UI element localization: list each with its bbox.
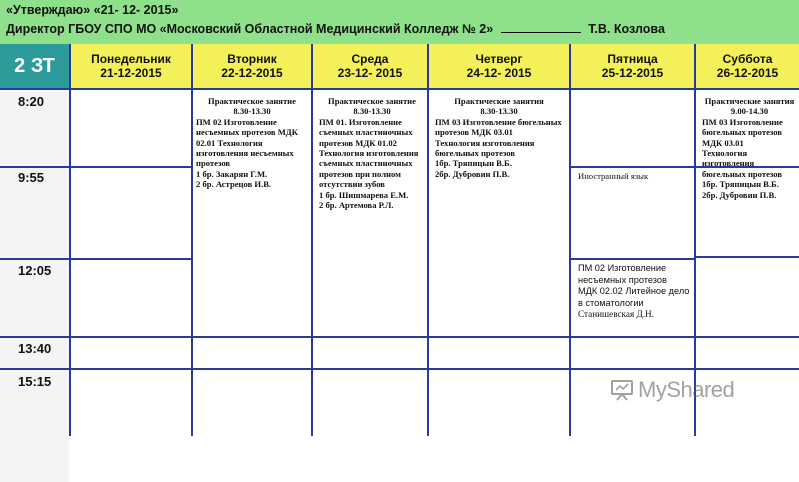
day-date: 26-12-2015 xyxy=(716,66,779,80)
day-header-wed xyxy=(313,44,427,88)
day-name: Среда xyxy=(351,52,389,66)
lesson-hours: 9.00-14.30 xyxy=(730,106,769,117)
lesson-title: Практические занятия xyxy=(704,96,795,106)
lesson-subject: МДК 02.02 Литейное дело в стоматологии xyxy=(578,286,690,308)
lesson-thu xyxy=(435,96,563,179)
day-date: 24-12- 2015 xyxy=(466,66,532,80)
time-slot: 9:55 xyxy=(18,170,45,185)
presentation-icon xyxy=(610,378,634,402)
subgroup-1: 1 бр. Закарян Г.М. xyxy=(196,168,268,179)
teacher-name: Станишевская Д.Н. xyxy=(578,309,654,319)
watermark-text: MyShared xyxy=(638,377,735,402)
grid-line xyxy=(311,44,313,436)
time-slot: 12:05 xyxy=(18,263,52,278)
day-name: Вторник xyxy=(227,52,277,66)
lesson-fri-casting xyxy=(578,263,692,321)
lesson-title: Практические занятия xyxy=(454,96,544,106)
watermark xyxy=(610,372,780,408)
time-slot: 13:40 xyxy=(18,341,52,356)
subgroup-1: 1 бр. Шишмарева Е.М. xyxy=(319,189,409,200)
lesson-title: Практическое занятие xyxy=(208,96,296,106)
lesson-sat xyxy=(702,96,797,200)
director-line xyxy=(6,22,665,36)
day-date: 23-12- 2015 xyxy=(337,66,403,80)
day-header-thu xyxy=(429,44,569,88)
day-date: 21-12-2015 xyxy=(100,66,162,80)
day-date: 25-12-2015 xyxy=(601,66,664,80)
lesson-fri-foreign-language xyxy=(578,171,690,181)
grid-line xyxy=(569,258,696,260)
group-label: 2 ЗТ xyxy=(0,44,69,88)
lesson-subject: ПМ 03 Изготовление бюгельных протезов МДК 03.01 xyxy=(435,116,562,138)
grid-line xyxy=(569,44,571,436)
grid-line xyxy=(0,88,799,90)
subgroup-2: 2бр. Дубровин П.В. xyxy=(702,189,777,200)
lesson-wed xyxy=(319,96,425,210)
lesson-subject: Технология изготовления бюгельных протезов xyxy=(702,148,783,179)
lesson-hours: 8.30-13.30 xyxy=(233,106,271,117)
lesson-title: Практическое занятие xyxy=(328,96,416,106)
lesson-subject: Иностранный язык xyxy=(578,171,649,181)
grid-line xyxy=(69,44,71,436)
grid-line xyxy=(427,44,429,436)
signer-name: Т.В. Козлова xyxy=(588,22,665,36)
time-slot: 15:15 xyxy=(18,374,52,389)
lesson-subject: ПМ 01. Изготовление съемных пластиночных протезов МДК 01.02 Технология изготовления съемных пластиночных протезов при полном отсутствии зубов xyxy=(319,116,419,190)
lesson-subject: Технология изготовления бюгельных протезов xyxy=(435,137,535,159)
day-name: Четверг xyxy=(475,52,523,66)
day-header-tue xyxy=(193,44,311,88)
director-text: Директор ГБОУ СПО МО «Московский Областной Медицинский Колледж № 2» xyxy=(6,22,494,36)
lesson-subject: ПМ 02 Изготовление несъемных протезов МДК 02.01 Технология изготовления несъемных протезов xyxy=(196,116,298,169)
grid-line xyxy=(0,258,191,260)
day-name: Суббота xyxy=(722,52,773,66)
grid-line xyxy=(0,166,191,168)
day-name: Пятница xyxy=(607,52,658,66)
grid-line xyxy=(696,256,799,258)
day-header-fri xyxy=(571,44,694,88)
lesson-subject: ПМ 02 Изготовление несъемных протезов xyxy=(578,263,667,285)
subgroup-1: 1бр. Тряпицын В.Б. xyxy=(435,158,512,169)
day-header-sat xyxy=(696,44,799,88)
grid-line xyxy=(0,336,799,338)
subgroup-2: 2бр. Дубровин П.В. xyxy=(435,168,510,179)
approval-line: «Утверждаю» «21- 12- 2015» xyxy=(6,3,179,17)
day-name: Понедельник xyxy=(91,52,171,66)
lesson-subject: ПМ 03 Изготовление бюгельных протезов МДК 03.01 xyxy=(702,116,783,148)
lesson-hours: 8.30-13.30 xyxy=(480,106,518,117)
lesson-tue xyxy=(196,96,308,190)
day-date: 22-12-2015 xyxy=(221,66,283,80)
subgroup-2: 2 бр. Артемова Р.Л. xyxy=(319,200,394,211)
subgroup-1: 1бр. Тряпицын В.Б. xyxy=(702,179,779,190)
subgroup-2: 2 бр. Астрецов И.В. xyxy=(196,179,272,190)
grid-line xyxy=(0,368,799,370)
lesson-hours: 8.30-13.30 xyxy=(353,106,391,117)
grid-line xyxy=(191,44,193,436)
time-column xyxy=(0,90,69,482)
signature-line xyxy=(501,22,581,33)
approval-header xyxy=(0,0,799,45)
time-slot: 8:20 xyxy=(18,94,45,109)
day-header-mon xyxy=(71,44,191,88)
